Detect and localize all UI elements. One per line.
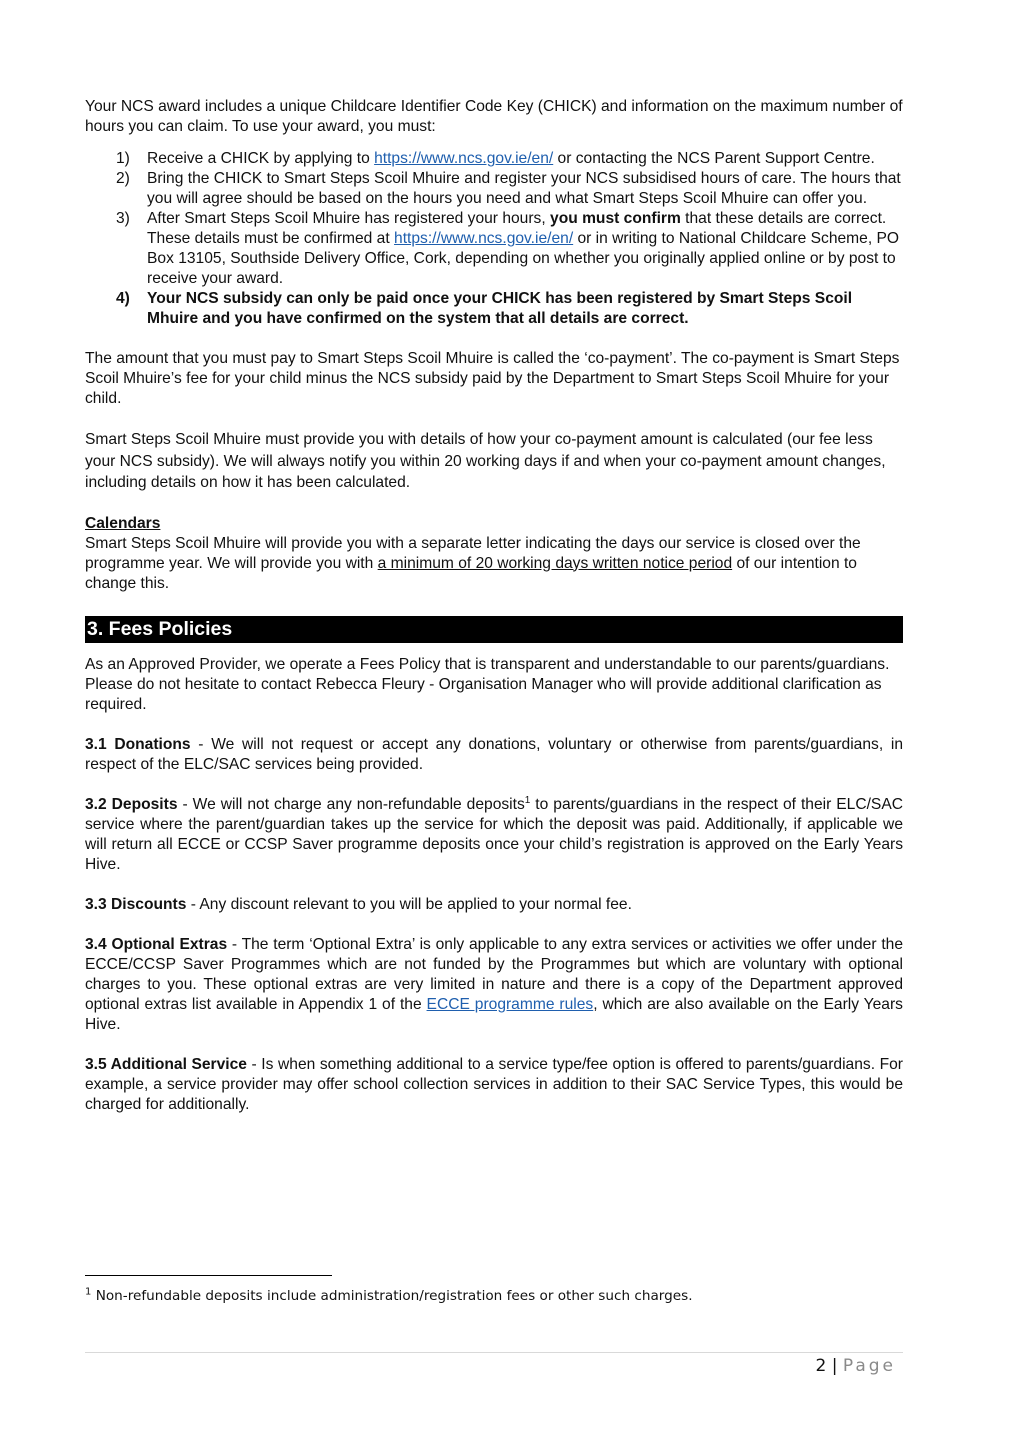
document-body bbox=[85, 97, 903, 1115]
ecce-rules-link[interactable]: ECCE programme rules bbox=[426, 995, 594, 1013]
ncs-link[interactable]: https://www.ncs.gov.ie/en/ bbox=[374, 150, 554, 167]
list-item: 3) After Smart Steps Scoil Mhuire has registered your hours, you must confirm that these details are correct. These details must be confirmed at https://www.ncs.gov.ie/en/ or in writing to National Childcare Scheme, PO Box 13105, Southside Delivery Office, Cork, depending on whether you originally applied online or by post to receive your award. bbox=[116, 210, 900, 287]
section-intro: As an Approved Provider, we operate a Fees Policy that is transparent and understandable to our parents/guardians. Please do not hesitate to contact Rebecca Fleury - Organisation Manager who will provide additional clarification as required. bbox=[85, 655, 890, 713]
intro-paragraph: Your NCS award includes a unique Childcare Identifier Code Key (CHICK) and information on the maximum number of hours you can claim. To use your award, you must: bbox=[85, 98, 903, 135]
policy-deposits: 3.2 Deposits - We will not charge any non-refundable deposits$^1$ to parents/guardians in the respect of their ELC/SAC service where the parent/guardian takes up the service for which the deposit was paid. Additionally, if applicable we will return all ECCE or CCSP Saver programme deposits once your child’s registration is approved on the Early Years Hive. bbox=[85, 794, 903, 873]
calendars-title: Calendars bbox=[85, 514, 161, 532]
footnote-ref: 1 bbox=[524, 794, 531, 806]
copayment-paragraph: The amount that you must pay to Smart Steps Scoil Mhuire is called the ‘co-payment’. The co-payment is Smart Steps Scoil Mhuire’s fee for your child minus the NCS subsidy paid by the Department to Smart Steps Scoil Mhuire for your child. bbox=[85, 350, 900, 407]
policy-optional-extras: 3.4 Optional Extras - The term ‘Optional Extra’ is only applicable to any extra services or activities we offer under the ECCE/CCSP Saver Programmes which are not funded by the Programmes but which are voluntary with optional charges to you. These optional extras are very limited in nature and there is a copy of the Department approved optional extras list available in Appendix 1 of the ECCE programme rules, which are also available on the Early Years Hive. bbox=[85, 935, 903, 1033]
list-item: 1) Receive a CHICK by applying to https://www.ncs.gov.ie/en/ or contacting the NCS Parent Support Centre. bbox=[116, 150, 875, 167]
calendars-paragraph: Smart Steps Scoil Mhuire will provide you with a separate letter indicating the days our service is closed over the programme year. We will provide you with a minimum of 20 working days written notice period of our intention to change this. bbox=[85, 534, 861, 592]
ncs-link[interactable]: https://www.ncs.gov.ie/en/ bbox=[394, 230, 574, 247]
policy-discounts: 3.3 Discounts - Any discount relevant to you will be applied to your normal fee. bbox=[85, 895, 632, 913]
policy-additional-service: 3.5 Additional Service - Is when something additional to a service type/fee option is offered to parents/guardians. For example, a service provider may offer school collection services in addition to their SAC Service Types, this would be charged for additionally. bbox=[85, 1055, 903, 1113]
footnote-divider bbox=[85, 1275, 332, 1276]
policy-donations: 3.1 Donations - We will not request or accept any donations, voluntary or otherwise from parents/guardians, in respect of the ELC/SAC services being provided. bbox=[85, 735, 903, 773]
list-item: 4) Your NCS subsidy can only be paid once your CHICK has been registered by Smart Steps Scoil Mhuire and you have confirmed on the system that all details are correct. bbox=[116, 290, 853, 327]
footnote-mark: 1 bbox=[85, 1286, 92, 1298]
copayment-details-paragraph: Smart Steps Scoil Mhuire must provide you with details of how your co-payment amount is calculated (our fee less your NCS subsidy). We will always notify you within 20 working days if and when your co-payment amount changes, including details on how it has been calculated. bbox=[85, 431, 886, 491]
footer-divider bbox=[85, 1352, 903, 1353]
footnote: $^1$ Non-refundable deposits include administration/registration fees or other such charges. bbox=[85, 1286, 693, 1304]
page-number: 2 | Page bbox=[815, 1356, 896, 1376]
list-item: 2) Bring the CHICK to Smart Steps Scoil Mhuire and register your NCS subsidised hours of care. The hours that you will agree should be based on the hours you need and what Smart Steps Scoil Mhuire can offer you. bbox=[116, 170, 901, 207]
section-heading: 3. Fees Policies bbox=[85, 616, 903, 643]
steps-list bbox=[85, 149, 903, 329]
